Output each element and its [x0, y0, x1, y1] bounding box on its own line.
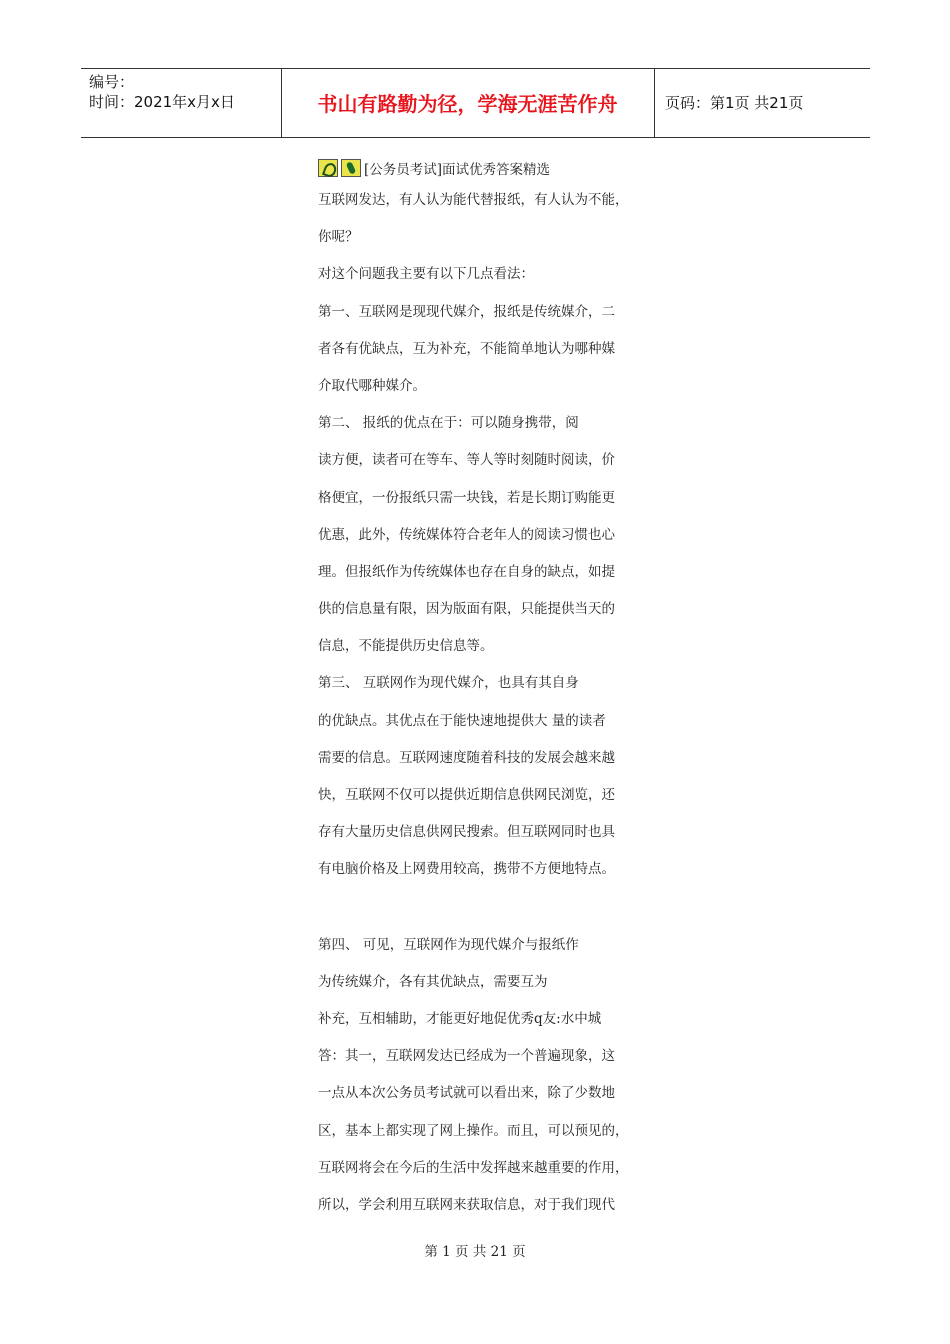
text-line: 所以，学会利用互联网来获取信息，对于我们现代: [318, 1196, 615, 1213]
logo-right-icon: [341, 159, 361, 177]
header-meta-cell: [81, 69, 282, 137]
text-line: 读方便，读者可在等车、等人等时刻随时阅读，价: [318, 452, 615, 469]
text-line: 快，互联网不仅可以提供近期信息供网民浏览，还: [318, 787, 615, 803]
text-line: 互联网发达，有人认为能代替报纸，有人认为不能，: [318, 192, 629, 208]
serial-label: 编号：: [89, 73, 135, 91]
header-page-cell: [655, 69, 870, 137]
text-line: 者各有优缺点，互为补充，不能简单地认为哪种媒: [318, 340, 615, 357]
document-body: [318, 154, 648, 1224]
text-line: 答：其一，互联网发达已经成为一个普遍现象，这: [318, 1048, 615, 1065]
text-line: 互联网将会在今后的生活中发挥越来越重要的作用，: [318, 1159, 629, 1176]
text-line: 为传统媒介，各有其优缺点，需要互为: [318, 973, 548, 990]
doc-title: [公务员考试]面试优秀答案精选: [364, 162, 551, 178]
text-line: 第四、 可见，互联网作为现代媒介与报纸作: [318, 936, 579, 953]
text-line: 的优缺点。其优点在于能快速地提供大 量的读者: [318, 712, 606, 729]
text-line: 区，基本上都实现了网上操作。而且，可以预见的，: [318, 1122, 629, 1139]
time-label: 时间：2021年x月x日: [89, 93, 235, 111]
text-line: 介取代哪种媒介。: [318, 377, 426, 394]
paragraph-block-1: [318, 182, 648, 889]
text-line: 需要的信息。互联网速度随着科技的发展会越来越: [318, 749, 615, 766]
text-line: 第三、 互联网作为现代媒介，也具有其自身: [318, 675, 579, 692]
text-line: 补充，互相辅助，才能更好地促优秀q友:水中城: [318, 1010, 602, 1027]
paragraph-block-2: [318, 927, 648, 1225]
text-line: 第一、互联网是现现代媒介，报纸是传统媒介，二: [318, 303, 615, 320]
logo-left-icon: [318, 159, 338, 177]
text-line: 有电脑价格及上网费用较高，携带不方便地特点。: [318, 861, 615, 878]
text-line: 存有大量历史信息供网民搜索。但互联网同时也具: [318, 824, 615, 841]
text-line: 信息，不能提供历史信息等。: [318, 638, 494, 655]
text-line: 格便宜，一份报纸只需一块钱，若是长期订购能更: [318, 489, 615, 506]
logo-icons: [318, 159, 361, 177]
text-line: 优惠，此外，传统媒体符合老年人的阅读习惯也心: [318, 526, 615, 543]
motto: 书山有路勤为径，学海无涯苦作舟: [317, 92, 618, 116]
text-line: 供的信息量有限，因为版面有限，只能提供当天的: [318, 601, 615, 618]
page-footer: 第 1 页 共 21 页: [424, 1244, 526, 1260]
text-line: 一点从本次公务员考试就可以看出来，除了少数地: [318, 1085, 615, 1102]
text-line: 第二、 报纸的优点在于：可以随身携带，阅: [318, 415, 579, 432]
text-line: 你呢？: [318, 229, 359, 246]
text-line: 理。但报纸作为传统媒体也存在自身的缺点，如提: [318, 563, 615, 580]
doc-title-row: [318, 154, 648, 182]
header-motto-cell: [281, 69, 655, 137]
page-code: 页码：第1页 共21页: [665, 94, 804, 112]
paragraph-gap: [318, 889, 648, 927]
text-line: 对这个问题我主要有以下几点看法：: [318, 266, 534, 283]
document-header: [81, 68, 870, 138]
